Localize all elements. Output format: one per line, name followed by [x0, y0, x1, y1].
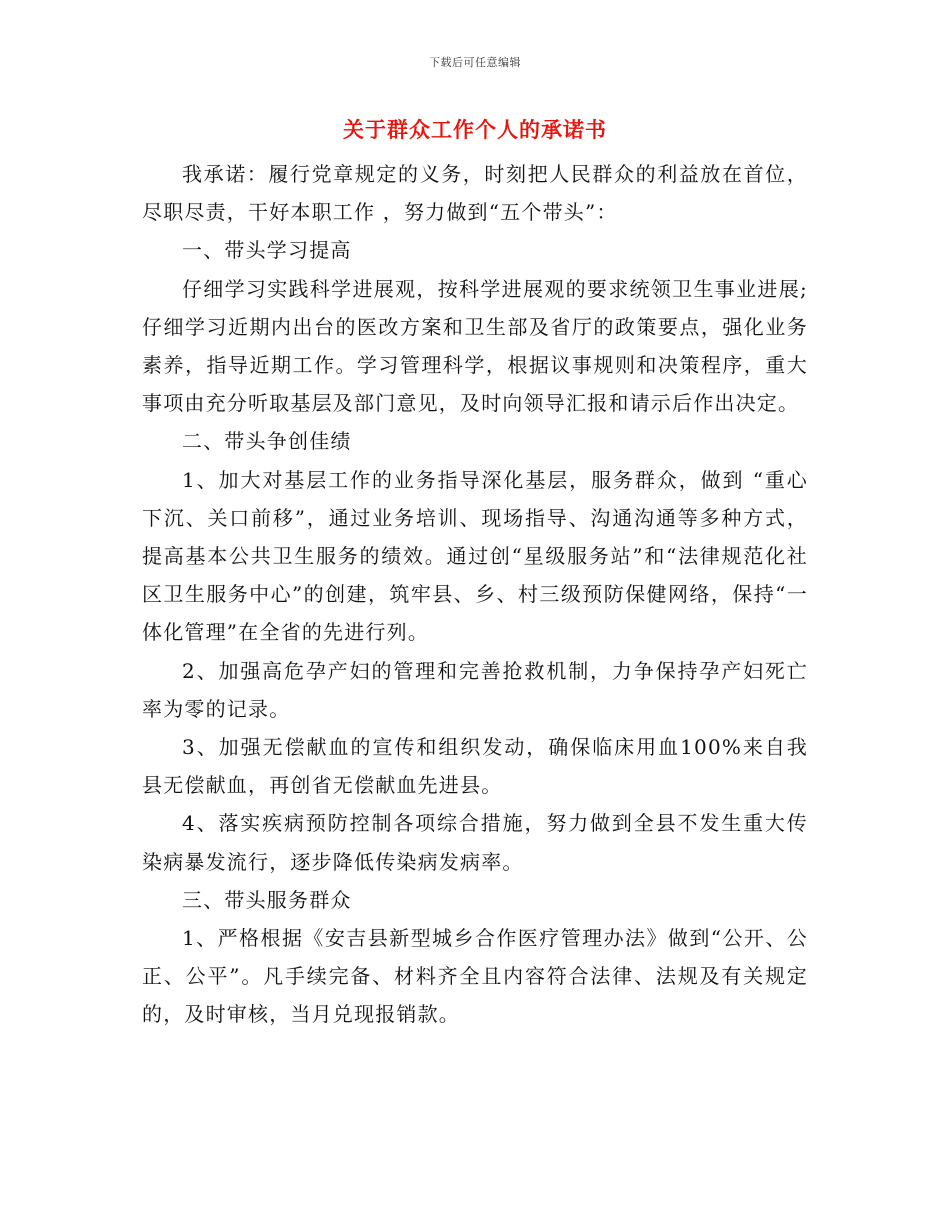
section-heading-2: 二、带头争创佳绩 — [182, 429, 352, 454]
header-note: 下载后可任意编辑 — [429, 56, 521, 69]
paragraph-item-2-4: 4、落实疾病预防控制各项综合措施，努力做到全县不发生重大传染病暴发流行，逐步降低传染病发病率。 — [142, 811, 808, 874]
paragraph-pledge-intro: 我承诺：履行党章规定的义务，时刻把人民群众的利益放在首位，尽职尽责，干好本职工作 ，努力做到“五个带头”： — [142, 162, 808, 225]
paragraph-item-2-3: 3、加强无偿献血的宣传和组织发动，确保临床用血100%来自我县无偿献血，再创省无偿献血先进县。 — [142, 735, 808, 798]
document-body — [142, 155, 808, 1034]
paragraph-study: 仔细学习实践科学进展观，按科学进展观的要求统领卫生事业进展;仔细学习近期内出台的医改方案和卫生部及省厅的政策要点，强化业务素养，指导近期工作。学习管理科学，根据议事规则和决策程序，重大事项由充分听取基层及部门意见，及时向领导汇报和请示后作出决定。 — [142, 276, 808, 416]
paragraph-item-3-1: 1、严格根据《安吉县新型城乡合作医疗管理办法》做到“公开、公正、公平”。凡手续完备、材料齐全且内容符合法律、法规及有关规定的，及时审核，当月兑现报销款。 — [142, 926, 808, 1027]
section-heading-1: 一、带头学习提高 — [182, 238, 352, 263]
paragraph-item-2-1: 1、加大对基层工作的业务指导深化基层，服务群众，做到 “重心下沉、关口前移”，通过业务培训、现场指导、沟通沟通等多种方式，提高基本公共卫生服务的绩效。通过创“星级服务站”和“法律规范化社区卫生服务中心”的创建，筑牢县、乡、村三级预防保健网络，保持“一体化管理”在全省的先进行列。 — [142, 467, 808, 645]
document-title: 关于群众工作个人的承诺书 — [343, 117, 607, 142]
paragraph-item-2-2: 2、加强高危孕产妇的管理和完善抢救机制，力争保持孕产妇死亡率为零的记录。 — [142, 658, 808, 721]
section-heading-3: 三、带头服务群众 — [182, 887, 352, 912]
